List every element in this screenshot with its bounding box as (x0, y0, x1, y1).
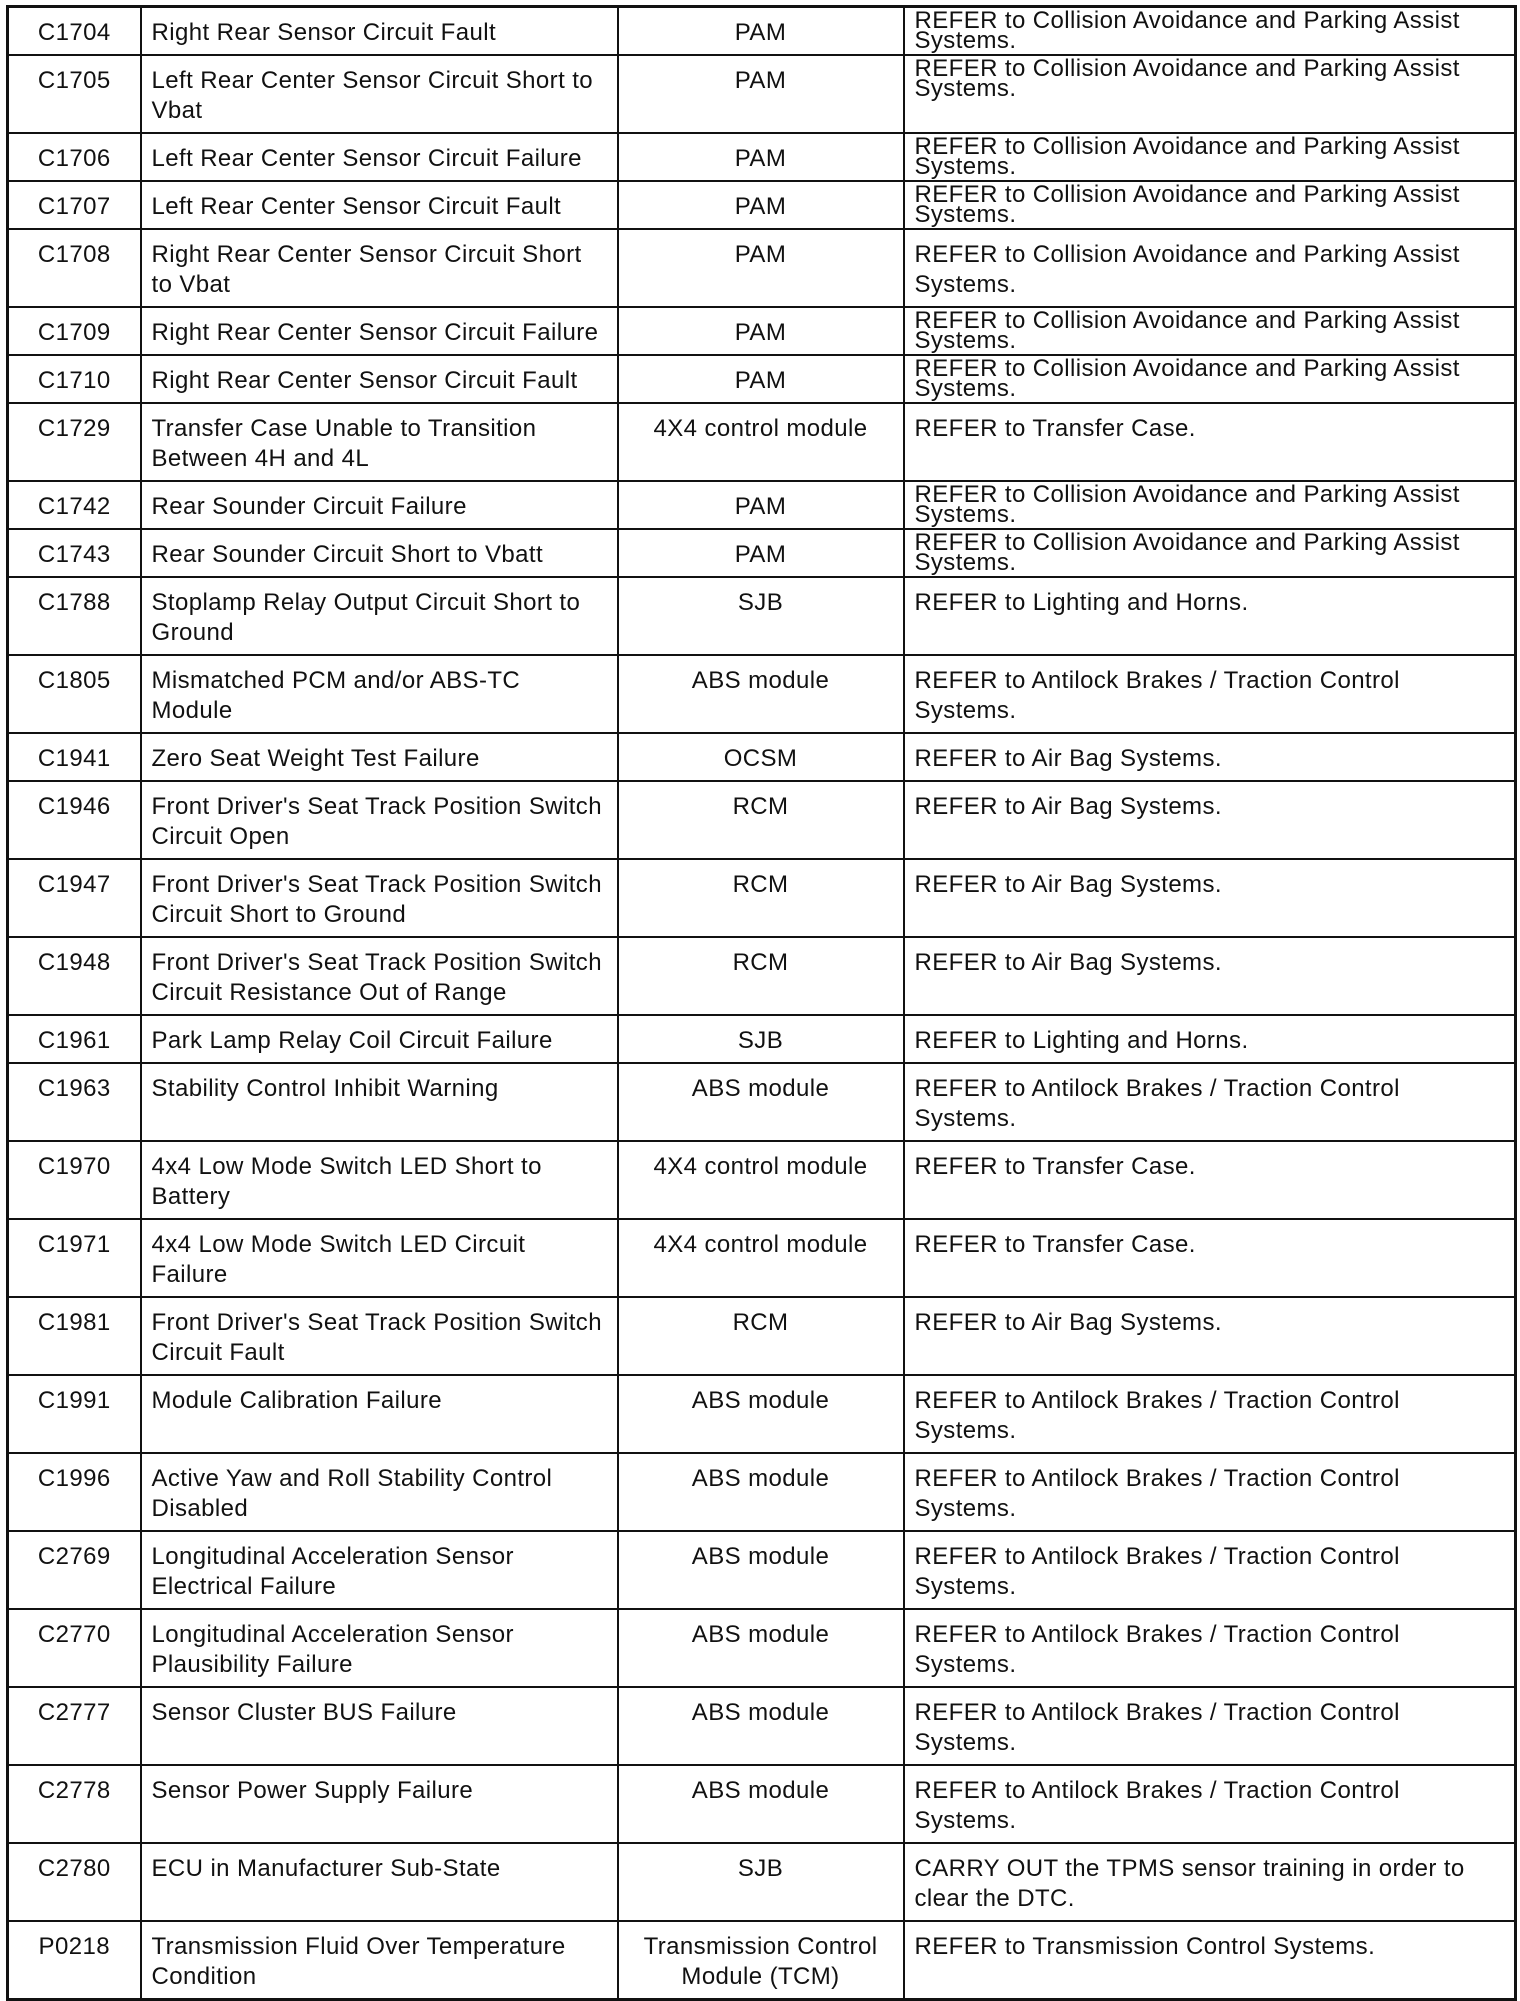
dtc-description-cell: ECU in Manufacturer Sub-State (141, 1843, 618, 1921)
dtc-code-cell: C1805 (8, 655, 141, 733)
dtc-description-cell: Longitudinal Acceleration Sensor Electrical Failure (141, 1531, 618, 1609)
action-cell: REFER to Transmission Control Systems. (904, 1921, 1516, 2000)
dtc-description-cell: Front Driver's Seat Track Position Switch Circuit Open (141, 781, 618, 859)
dtc-description-cell: Zero Seat Weight Test Failure (141, 733, 618, 781)
action-cell: REFER to Air Bag Systems. (904, 781, 1516, 859)
table-row (8, 1063, 1516, 1141)
dtc-description-cell: Right Rear Center Sensor Circuit Short to Vbat (141, 229, 618, 307)
module-cell: 4X4 control module (618, 403, 904, 481)
action-cell: REFER to Air Bag Systems. (904, 733, 1516, 781)
dtc-code-cell: C1947 (8, 859, 141, 937)
module-cell: PAM (618, 7, 904, 56)
dtc-description-cell: 4x4 Low Mode Switch LED Circuit Failure (141, 1219, 618, 1297)
module-cell: ABS module (618, 1531, 904, 1609)
dtc-description-cell: Module Calibration Failure (141, 1375, 618, 1453)
action-cell: REFER to Collision Avoidance and Parking Assist Systems. (904, 55, 1516, 133)
action-cell: REFER to Air Bag Systems. (904, 859, 1516, 937)
table-row (8, 1219, 1516, 1297)
action-cell: REFER to Air Bag Systems. (904, 1297, 1516, 1375)
table-row (8, 1765, 1516, 1843)
dtc-description-cell: Transmission Fluid Over Temperature Condition (141, 1921, 618, 2000)
dtc-description-cell: Left Rear Center Sensor Circuit Fault (141, 181, 618, 229)
table-row (8, 307, 1516, 355)
table-row (8, 1375, 1516, 1453)
dtc-code-cell: C1708 (8, 229, 141, 307)
table-row (8, 1687, 1516, 1765)
dtc-code-cell: C2777 (8, 1687, 141, 1765)
table-row (8, 1015, 1516, 1063)
action-cell: REFER to Antilock Brakes / Traction Control Systems. (904, 1375, 1516, 1453)
dtc-code-cell: C1948 (8, 937, 141, 1015)
dtc-code-cell: C1996 (8, 1453, 141, 1531)
table-row (8, 133, 1516, 181)
dtc-description-cell: Right Rear Center Sensor Circuit Fault (141, 355, 618, 403)
table-row (8, 781, 1516, 859)
dtc-description-cell: Sensor Cluster BUS Failure (141, 1687, 618, 1765)
table-row (8, 1843, 1516, 1921)
dtc-description-cell: Stability Control Inhibit Warning (141, 1063, 618, 1141)
action-cell: REFER to Collision Avoidance and Parking Assist Systems. (904, 481, 1516, 529)
action-cell: REFER to Collision Avoidance and Parking Assist Systems. (904, 229, 1516, 307)
table-row (8, 355, 1516, 403)
dtc-code-cell: C1707 (8, 181, 141, 229)
dtc-description-cell: Active Yaw and Roll Stability Control Disabled (141, 1453, 618, 1531)
dtc-description-cell: Longitudinal Acceleration Sensor Plausibility Failure (141, 1609, 618, 1687)
module-cell: ABS module (618, 1375, 904, 1453)
action-cell: REFER to Antilock Brakes / Traction Control Systems. (904, 1063, 1516, 1141)
action-cell: REFER to Collision Avoidance and Parking Assist Systems. (904, 307, 1516, 355)
dtc-description-cell: Right Rear Sensor Circuit Fault (141, 7, 618, 56)
dtc-code-cell: C2769 (8, 1531, 141, 1609)
dtc-code-cell: C1729 (8, 403, 141, 481)
table-row (8, 1453, 1516, 1531)
action-cell: REFER to Antilock Brakes / Traction Control Systems. (904, 1609, 1516, 1687)
action-cell: REFER to Transfer Case. (904, 1219, 1516, 1297)
dtc-code-cell: C1971 (8, 1219, 141, 1297)
action-cell: REFER to Antilock Brakes / Traction Control Systems. (904, 1687, 1516, 1765)
dtc-code-cell: C1710 (8, 355, 141, 403)
table-row (8, 859, 1516, 937)
table-row (8, 733, 1516, 781)
action-cell: REFER to Collision Avoidance and Parking Assist Systems. (904, 7, 1516, 56)
table-row (8, 55, 1516, 133)
table-row (8, 181, 1516, 229)
dtc-code-cell: C1788 (8, 577, 141, 655)
table-row (8, 655, 1516, 733)
module-cell: RCM (618, 859, 904, 937)
action-cell: REFER to Collision Avoidance and Parking Assist Systems. (904, 181, 1516, 229)
table-row (8, 229, 1516, 307)
action-cell: REFER to Transfer Case. (904, 403, 1516, 481)
table-row (8, 529, 1516, 577)
module-cell: 4X4 control module (618, 1141, 904, 1219)
module-cell: RCM (618, 781, 904, 859)
dtc-code-cell: C1991 (8, 1375, 141, 1453)
table-row (8, 1609, 1516, 1687)
dtc-table-body (8, 7, 1516, 2000)
dtc-description-cell: Left Rear Center Sensor Circuit Short to Vbat (141, 55, 618, 133)
module-cell: OCSM (618, 733, 904, 781)
module-cell: ABS module (618, 1063, 904, 1141)
table-row (8, 403, 1516, 481)
dtc-code-cell: C1743 (8, 529, 141, 577)
action-cell: REFER to Collision Avoidance and Parking Assist Systems. (904, 133, 1516, 181)
module-cell: RCM (618, 1297, 904, 1375)
module-cell: SJB (618, 1843, 904, 1921)
table-row (8, 1297, 1516, 1375)
action-cell: REFER to Antilock Brakes / Traction Control Systems. (904, 1531, 1516, 1609)
dtc-code-cell: C1709 (8, 307, 141, 355)
dtc-code-cell: C2770 (8, 1609, 141, 1687)
dtc-description-cell: Transfer Case Unable to Transition Between 4H and 4L (141, 403, 618, 481)
module-cell: ABS module (618, 1687, 904, 1765)
table-row (8, 1921, 1516, 2000)
action-cell: REFER to Transfer Case. (904, 1141, 1516, 1219)
action-cell: REFER to Collision Avoidance and Parking Assist Systems. (904, 355, 1516, 403)
action-cell: REFER to Air Bag Systems. (904, 937, 1516, 1015)
module-cell: SJB (618, 577, 904, 655)
table-row (8, 1141, 1516, 1219)
action-cell: REFER to Collision Avoidance and Parking Assist Systems. (904, 529, 1516, 577)
dtc-description-cell: Rear Sounder Circuit Failure (141, 481, 618, 529)
table-row (8, 7, 1516, 56)
dtc-table (6, 5, 1517, 2001)
dtc-code-cell: C2780 (8, 1843, 141, 1921)
module-cell: PAM (618, 229, 904, 307)
module-cell: PAM (618, 181, 904, 229)
action-cell: REFER to Antilock Brakes / Traction Control Systems. (904, 655, 1516, 733)
module-cell: Transmission Control Module (TCM) (618, 1921, 904, 2000)
dtc-code-cell: P0218 (8, 1921, 141, 2000)
dtc-description-cell: Right Rear Center Sensor Circuit Failure (141, 307, 618, 355)
module-cell: ABS module (618, 1609, 904, 1687)
module-cell: 4X4 control module (618, 1219, 904, 1297)
dtc-code-cell: C1963 (8, 1063, 141, 1141)
dtc-description-cell: Rear Sounder Circuit Short to Vbatt (141, 529, 618, 577)
dtc-description-cell: Stoplamp Relay Output Circuit Short to Ground (141, 577, 618, 655)
table-row (8, 481, 1516, 529)
dtc-description-cell: 4x4 Low Mode Switch LED Short to Battery (141, 1141, 618, 1219)
dtc-code-cell: C1981 (8, 1297, 141, 1375)
dtc-description-cell: Park Lamp Relay Coil Circuit Failure (141, 1015, 618, 1063)
dtc-description-cell: Left Rear Center Sensor Circuit Failure (141, 133, 618, 181)
dtc-code-cell: C1742 (8, 481, 141, 529)
dtc-code-cell: C2778 (8, 1765, 141, 1843)
dtc-code-cell: C1705 (8, 55, 141, 133)
dtc-description-cell: Front Driver's Seat Track Position Switch Circuit Fault (141, 1297, 618, 1375)
module-cell: RCM (618, 937, 904, 1015)
action-cell: REFER to Lighting and Horns. (904, 577, 1516, 655)
module-cell: SJB (618, 1015, 904, 1063)
dtc-code-cell: C1961 (8, 1015, 141, 1063)
action-cell: REFER to Antilock Brakes / Traction Control Systems. (904, 1453, 1516, 1531)
module-cell: ABS module (618, 1453, 904, 1531)
module-cell: PAM (618, 55, 904, 133)
module-cell: PAM (618, 133, 904, 181)
dtc-code-cell: C1941 (8, 733, 141, 781)
dtc-code-cell: C1706 (8, 133, 141, 181)
dtc-description-cell: Sensor Power Supply Failure (141, 1765, 618, 1843)
table-row (8, 937, 1516, 1015)
action-cell: CARRY OUT the TPMS sensor training in order to clear the DTC. (904, 1843, 1516, 1921)
dtc-code-cell: C1704 (8, 7, 141, 56)
dtc-description-cell: Front Driver's Seat Track Position Switch Circuit Resistance Out of Range (141, 937, 618, 1015)
action-cell: REFER to Antilock Brakes / Traction Control Systems. (904, 1765, 1516, 1843)
module-cell: PAM (618, 481, 904, 529)
table-row (8, 1531, 1516, 1609)
dtc-description-cell: Front Driver's Seat Track Position Switch Circuit Short to Ground (141, 859, 618, 937)
module-cell: ABS module (618, 655, 904, 733)
module-cell: ABS module (618, 1765, 904, 1843)
dtc-code-cell: C1970 (8, 1141, 141, 1219)
table-row (8, 577, 1516, 655)
dtc-description-cell: Mismatched PCM and/or ABS-TC Module (141, 655, 618, 733)
action-cell: REFER to Lighting and Horns. (904, 1015, 1516, 1063)
module-cell: PAM (618, 307, 904, 355)
dtc-code-cell: C1946 (8, 781, 141, 859)
module-cell: PAM (618, 355, 904, 403)
module-cell: PAM (618, 529, 904, 577)
